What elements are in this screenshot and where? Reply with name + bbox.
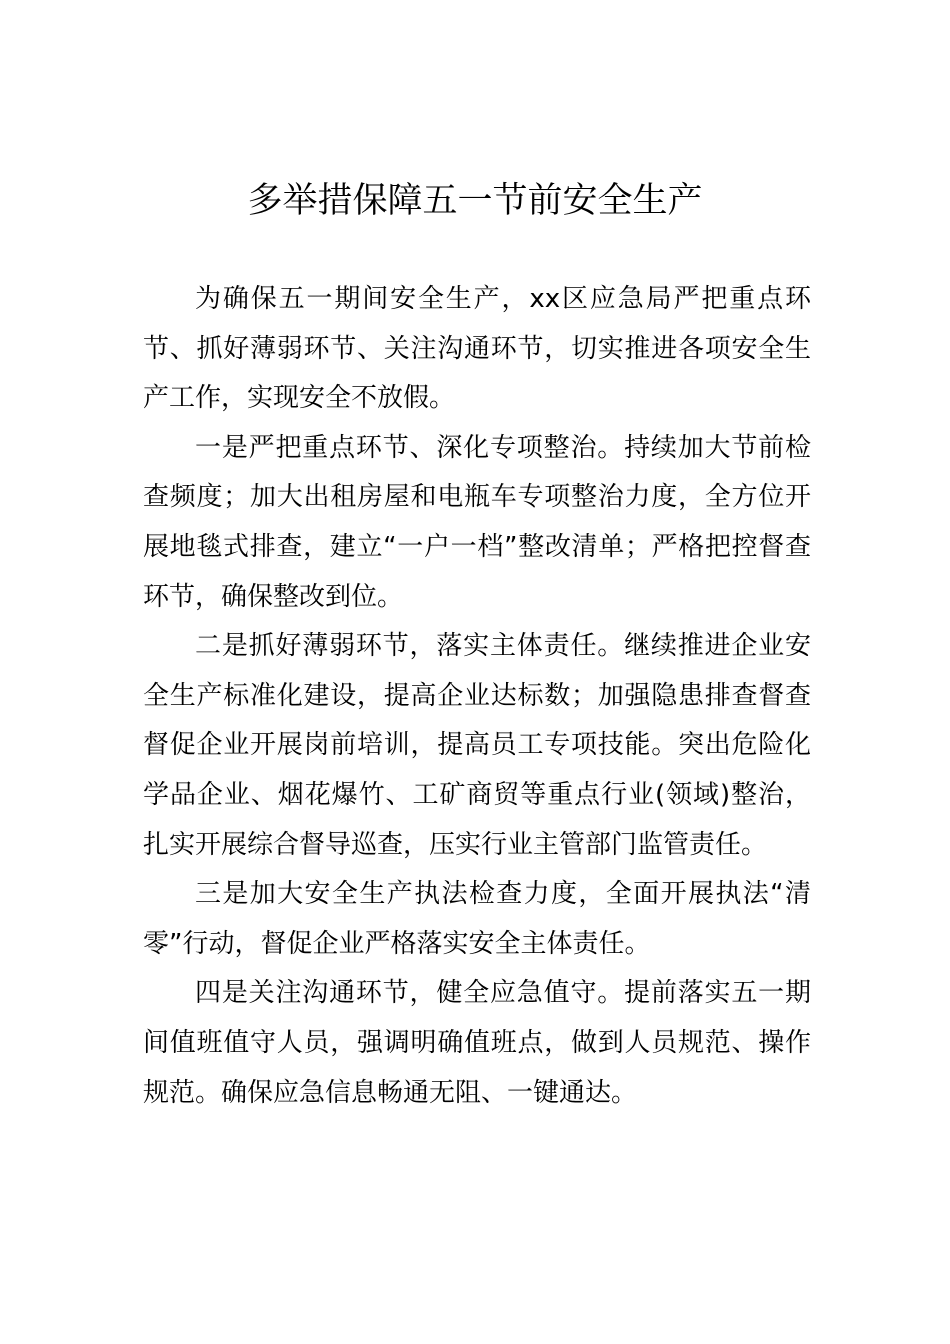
paragraph-point-one: 一是严把重点环节、深化专项整治。持续加大节前检查频度；加大出租房屋和电瓶车专项整治力度，全方位开展地毯式排查，建立“一户一档”整改清单；严格把控督查环节，确保整改到位。: [143, 432, 811, 612]
paragraph-intro: 为确保五一期间安全生产，xx区应急局严把重点环节、抓好薄弱环节、关注沟通环节，切实推进各项安全生产工作，实现安全不放假。: [143, 284, 811, 414]
paragraph-point-four: 四是关注沟通环节，健全应急值守。提前落实五一期间值班值守人员，强调明确值班点，做到人员规范、操作规范。确保应急信息畅通无阻、一键通达。: [143, 978, 811, 1108]
paragraph-point-three: 三是加大安全生产执法检查力度，全面开展执法“清零”行动，督促企业严格落实安全主体责任。: [143, 879, 811, 959]
paragraph-point-two: 二是抓好薄弱环节，落实主体责任。继续推进企业安全生产标准化建设，提高企业达标数；加强隐患排查督查督促企业开展岗前培训，提高员工专项技能。突出危险化学品企业、烟花爆竹、工矿商贸等重点行业(领域)整治，扎实开展综合督导巡查，压实行业主管部门监管责任。: [143, 631, 811, 860]
document-title: 多举措保障五一节前安全生产: [247, 181, 703, 221]
document-body: [143, 275, 811, 1118]
